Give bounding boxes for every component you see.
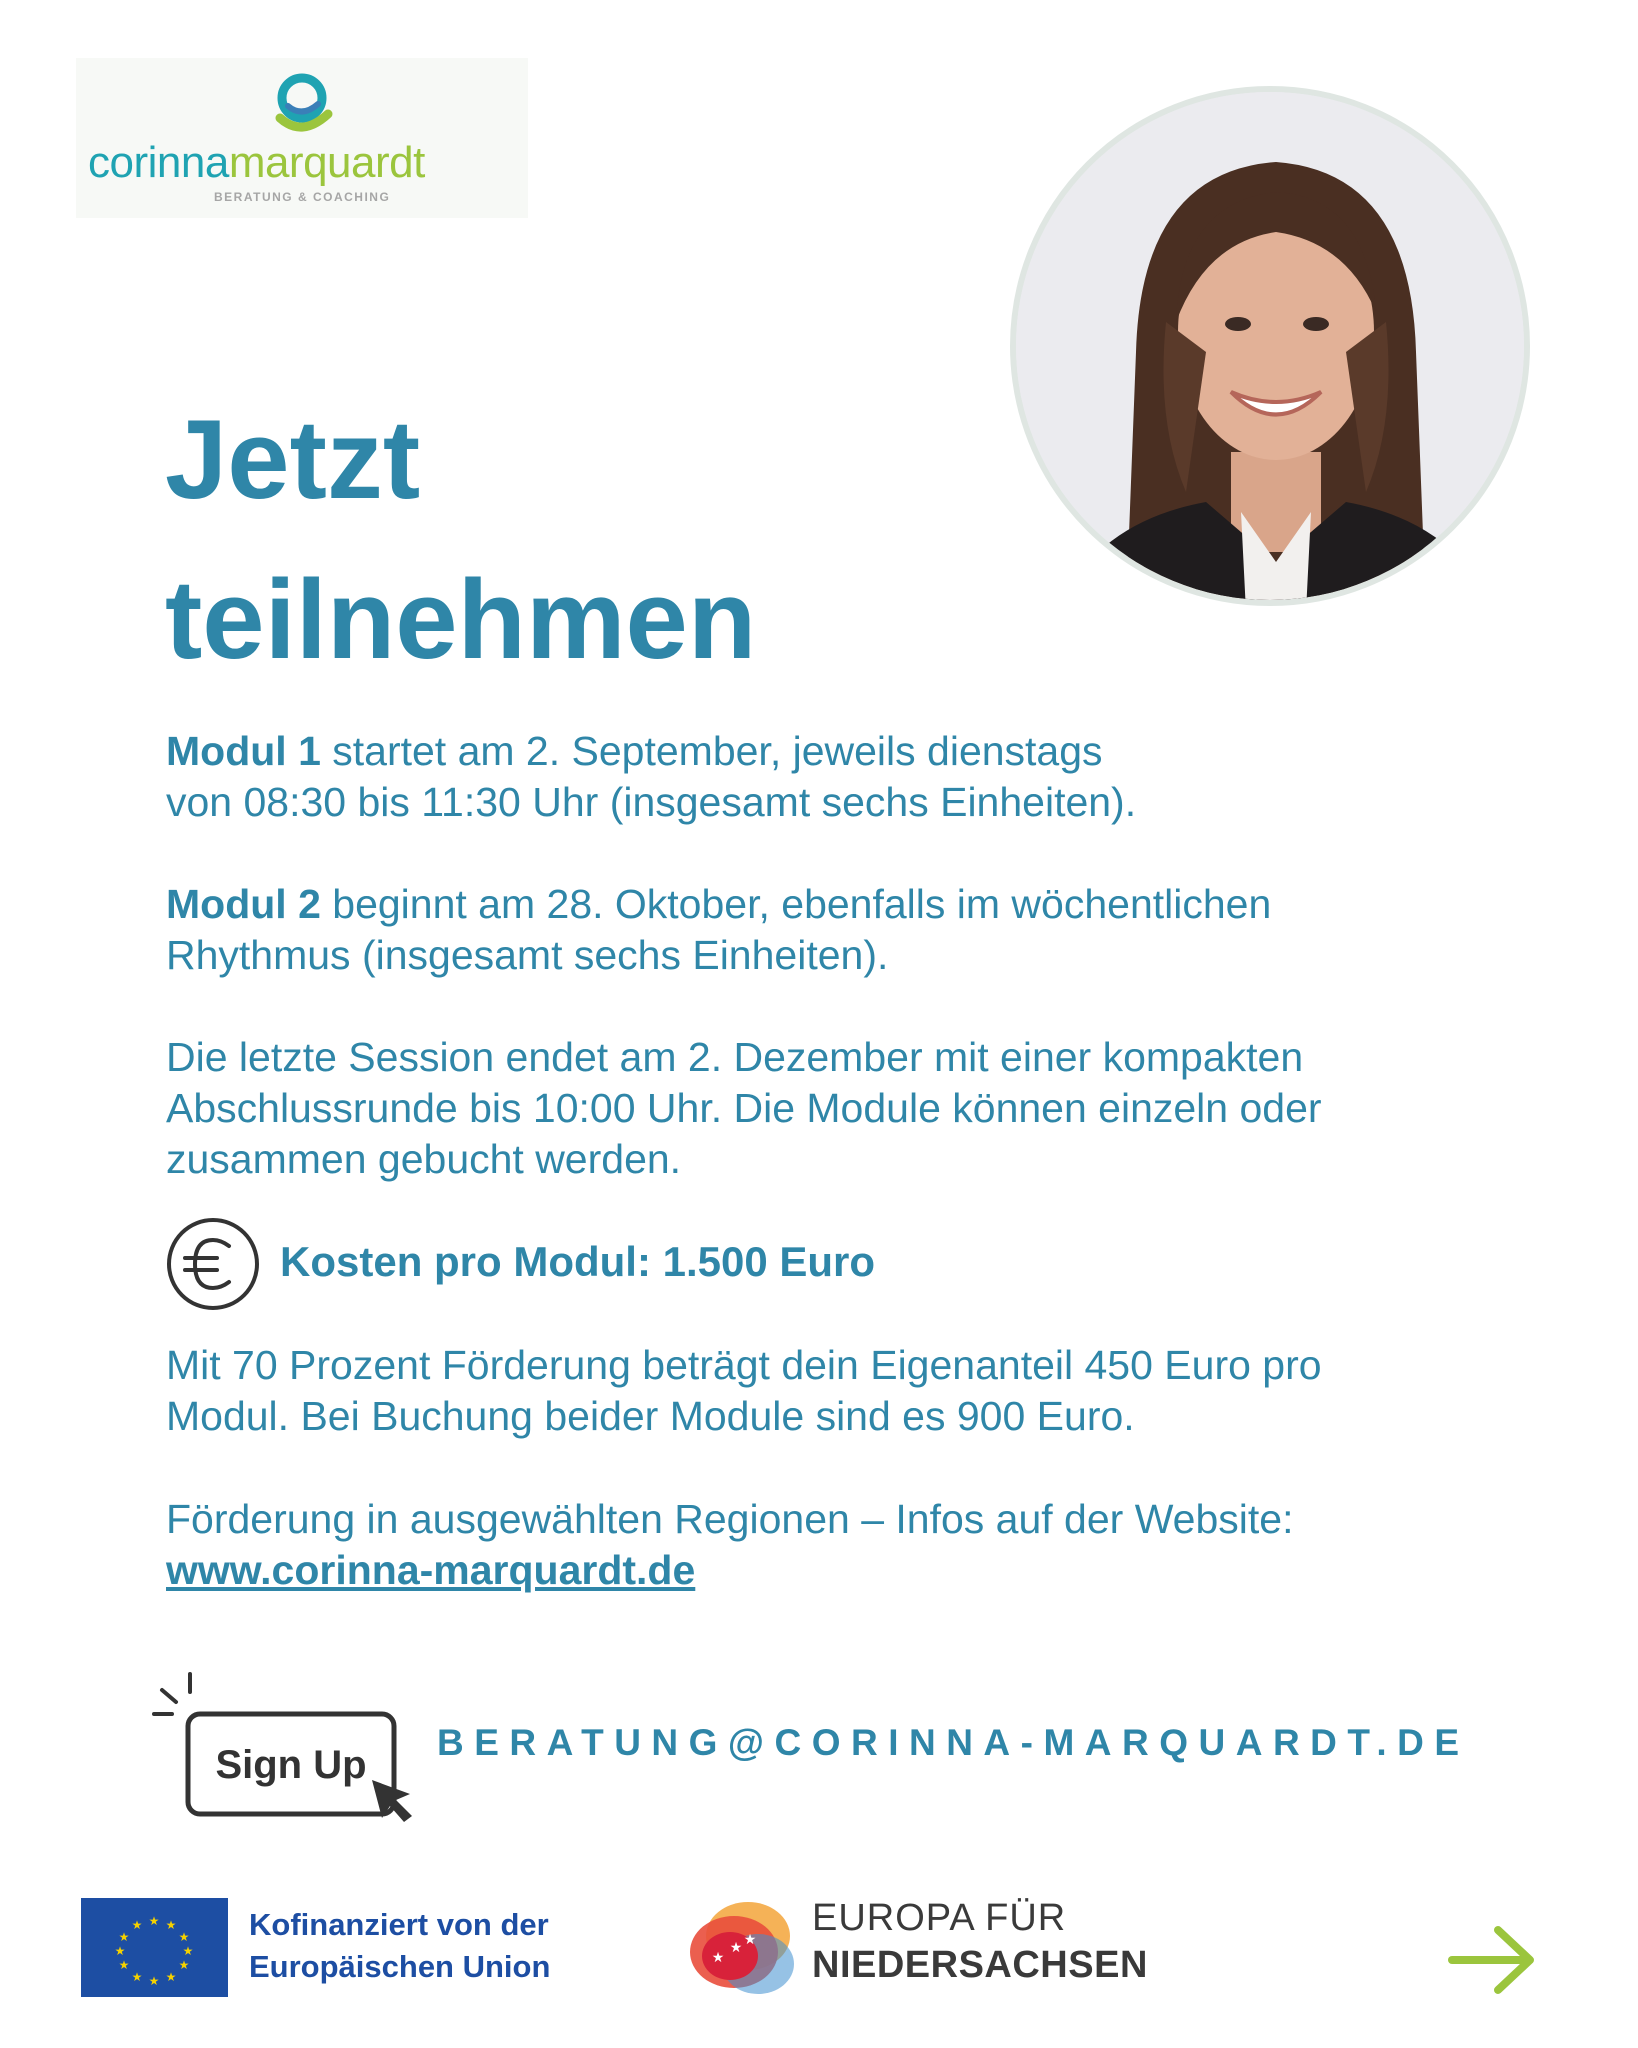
module-1-label: Modul 1 (166, 728, 321, 774)
niedersachsen-logo-icon (686, 1896, 798, 2000)
niedersachsen-line-2: NIEDERSACHSEN (812, 1944, 1148, 1986)
final-session-line-2: Abschlussrunde bis 10:00 Uhr. Die Module können einzeln oder (166, 1085, 1322, 1131)
module-2-text-2: Rhythmus (insgesamt sechs Einheiten). (166, 932, 889, 978)
logo-subtitle: BERATUNG & COACHING (214, 190, 391, 204)
svg-text:★: ★ (131, 1970, 143, 1984)
cost-per-module: Kosten pro Modul: 1.500 Euro (280, 1238, 876, 1285)
final-session-paragraph (166, 1032, 1496, 1185)
euro-circle-icon (165, 1216, 261, 1312)
module-1-text-2: von 08:30 bis 11:30 Uhr (insgesamt sechs Einheiten). (166, 779, 1137, 825)
eu-cofinanced-text (249, 1904, 550, 1988)
title-line-1: Jetzt (165, 397, 421, 522)
next-arrow-icon[interactable] (1448, 1924, 1540, 1996)
svg-text:★: ★ (148, 1914, 160, 1928)
funding-paragraph (166, 1340, 1496, 1442)
eu-line-2: Europäischen Union (249, 1949, 551, 1984)
regions-paragraph (166, 1494, 1496, 1596)
company-logo (76, 58, 528, 218)
svg-text:★: ★ (118, 1930, 130, 1944)
module-1-text-1: startet am 2. September, jeweils dienstags (320, 728, 1103, 774)
svg-text:★: ★ (114, 1944, 126, 1958)
funding-line-1: Mit 70 Prozent Förderung beträgt dein Eigenanteil 450 Euro pro (166, 1342, 1322, 1388)
svg-text:★: ★ (148, 1974, 160, 1988)
svg-text:★: ★ (711, 1950, 725, 1966)
eu-flag-logo (81, 1898, 228, 1997)
svg-text:★: ★ (165, 1970, 177, 1984)
contact-email[interactable]: BERATUNG@CORINNA-MARQUARDT.DE (437, 1722, 1470, 1763)
eu-line-1: Kofinanziert von der (249, 1907, 549, 1942)
svg-text:★: ★ (178, 1930, 190, 1944)
logo-ring-icon (262, 66, 342, 140)
svg-text:★: ★ (165, 1918, 177, 1932)
svg-text:★: ★ (729, 1940, 743, 1956)
portrait-photo (1010, 86, 1530, 606)
final-session-line-3: zusammen gebucht werden. (166, 1136, 682, 1182)
svg-text:★: ★ (743, 1932, 757, 1948)
final-session-line-1: Die letzte Session endet am 2. Dezember mit einer kompakten (166, 1034, 1304, 1080)
module-2-paragraph (166, 879, 1496, 981)
website-link[interactable]: www.corinna-marquardt.de (166, 1547, 696, 1593)
module-2-label: Modul 2 (166, 881, 321, 927)
funding-line-2: Modul. Bei Buchung beider Module sind es 900 Euro. (166, 1393, 1135, 1439)
svg-text:★: ★ (182, 1944, 194, 1958)
signup-button[interactable] (150, 1668, 420, 1826)
niedersachsen-line-1: EUROPA FÜR (812, 1897, 1067, 1939)
svg-text:★: ★ (131, 1918, 143, 1932)
module-2-text-1: beginnt am 28. Oktober, ebenfalls im wöchentlichen (320, 881, 1272, 927)
page-title (165, 380, 965, 700)
module-1-paragraph (166, 726, 1496, 828)
title-line-2: teilnehmen (165, 557, 757, 682)
signup-label: Sign Up (215, 1743, 367, 1787)
regions-text: Förderung in ausgewählten Regionen – Infos auf der Website: (166, 1496, 1294, 1542)
svg-text:★: ★ (178, 1958, 190, 1972)
svg-text:★: ★ (118, 1958, 130, 1972)
logo-wordmark: corinnamarquardt (88, 138, 425, 187)
